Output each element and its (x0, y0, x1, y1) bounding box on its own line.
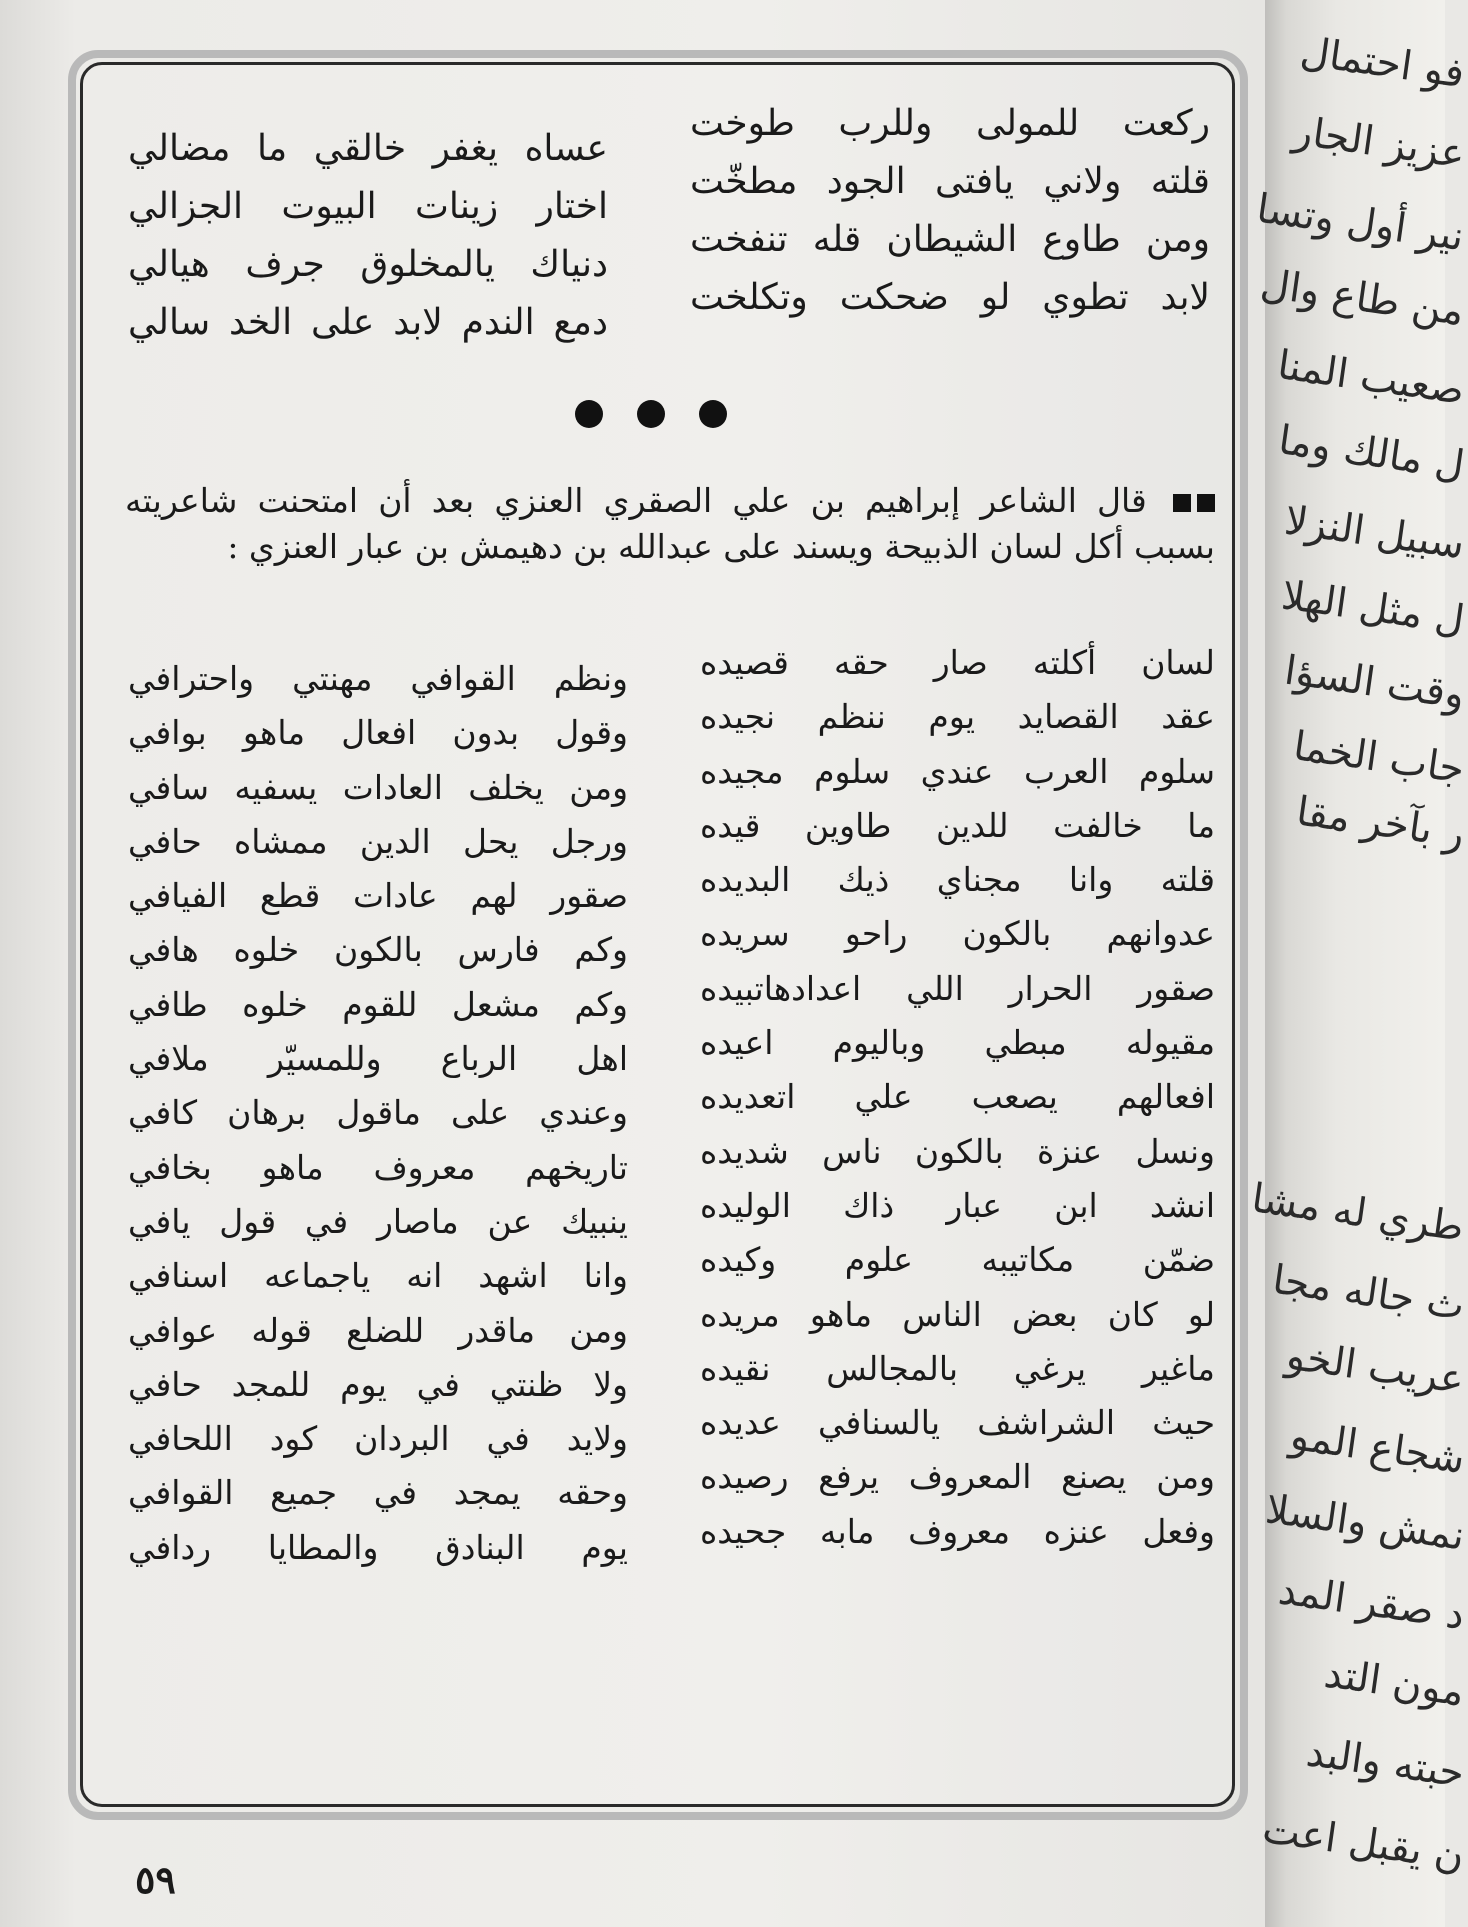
verse-line: صقور الحرار اللي اعدادهاتبيده (700, 968, 1215, 1008)
adjacent-line: نمش والسلا (1262, 1486, 1468, 1560)
intro-text: قال الشاعر إبراهيم بن علي الصقري العنزي بعد أن امتحنت شاعريته (125, 481, 1147, 520)
verse-line: قلته وانا مجناي ذيك البديده (700, 860, 1215, 900)
verse-line: ماغير يرغي بالمجالس نقيده (700, 1348, 1215, 1388)
adjacent-line: صعيب المنا (1274, 342, 1468, 414)
verse-line: وانا اشهد انه ياجماعه اسنافي (128, 1256, 628, 1296)
verse-line: عقد القصايد يوم ننظم نجيده (700, 697, 1215, 737)
verse-line: ومن ماقدر للضلع قوله عوافي (128, 1310, 628, 1350)
adjacent-line: نير أول وتسا (1254, 185, 1468, 261)
separator-dot (699, 400, 727, 428)
paragraph-marker-icon (1173, 494, 1191, 512)
verse-line: ومن يخلف العادات يسفيه سافي (128, 767, 628, 807)
verse-line: لسان أكلته صار حقه قصيده (700, 643, 1215, 682)
top-poem-right-column (690, 95, 1210, 327)
adjacent-line: مون التد (1321, 1650, 1468, 1716)
verse-line: صقور لهم عادات قطع الفيافي (128, 876, 628, 916)
verse-line: ورجل يحل الدين ممشاه حافي (128, 821, 628, 861)
adjacent-line: عريب الخو (1283, 1332, 1468, 1404)
verse-line: وعندي على ماقول برهان كافي (128, 1093, 628, 1133)
verse-line: لابد تطوي لو ضحكت وتكلخت (690, 277, 1210, 318)
intro-line (125, 478, 1215, 524)
adjacent-line: عزيز الجار (1290, 108, 1468, 178)
verse-line: ولا ظنتي في يوم للمجد حافي (128, 1364, 628, 1404)
adjacent-line: ل مالك وما (1275, 417, 1468, 489)
verse-line: سلوم العرب عندي سلوم مجيده (700, 751, 1215, 791)
verse-line: اختار زينات البيوت الجزالي (128, 186, 608, 227)
adjacent-line: جاب الخما (1290, 723, 1468, 793)
verse-line: وحقه يمجد في جميع القوافي (128, 1473, 628, 1513)
verse-line: ما خالفت للدين طاوين قيده (700, 805, 1215, 845)
adjacent-line: طري له مشا (1249, 1175, 1468, 1251)
adjacent-line: شجاع المو (1287, 1413, 1468, 1483)
adjacent-line: ر بآخر مقا (1293, 788, 1468, 858)
section-separator-dots (575, 400, 727, 430)
verse-line: دمع الندم لابد على الخد سالي (128, 302, 608, 343)
adjacent-line: سبيل النزلا (1281, 497, 1468, 569)
adjacent-line: من طاع وال (1258, 260, 1468, 336)
verse-line: ومن يصنع المعروف يرفع رصيده (700, 1457, 1215, 1497)
verse-line: حيث الشراشف يالسنافي عديده (700, 1403, 1215, 1443)
verse-line: ولايد في البردان كود اللحافي (128, 1419, 628, 1459)
adjacent-line: فو احتمال (1297, 28, 1468, 98)
verse-line: اهل الرباع وللمسيّر ملافي (128, 1039, 628, 1079)
verse-line: عدوانهم بالكون راحو سريده (700, 914, 1215, 954)
adjacent-line: وقت السؤا (1281, 647, 1468, 719)
verse-line: انشد ابن عبار ذاك الوليده (700, 1185, 1215, 1225)
top-poem-left-column (128, 120, 608, 352)
adjacent-line: ل مثل الهلا (1278, 572, 1468, 644)
verse-line: ونظم القوافي مهنتي واحترافي (128, 659, 628, 698)
intro-line: بسبب أكل لسان الذبيحة ويسند على عبدالله بن دهيمش بن عبار العنزي : (227, 527, 1215, 566)
main-poem-right-column (700, 636, 1215, 1559)
verse-line: وكم مشعل للقوم خلوه طافي (128, 984, 628, 1024)
adjacent-line: د صقر المد (1275, 1567, 1468, 1639)
separator-dot (575, 400, 603, 428)
main-poem-left-column (128, 652, 628, 1575)
verse-line: دنياك يالمخلوق جرف هيالي (128, 244, 608, 285)
page-number: ٥٩ (135, 1857, 176, 1902)
separator-dot (637, 400, 665, 428)
adjacent-line: ث جاله مجا (1269, 1256, 1468, 1330)
verse-line: يوم البنادق والمطايا ردافي (128, 1527, 628, 1567)
verse-line: تاريخهم معروف ماهو بخافي (128, 1147, 628, 1187)
adjacent-line: حبته والبد (1303, 1729, 1468, 1797)
verse-line: ينبيك عن ماصار في قول يافي (128, 1201, 628, 1241)
verse-line: لو كان بعض الناس ماهو مريده (700, 1294, 1215, 1334)
paragraph-marker-icon (1197, 494, 1215, 512)
verse-line: وكم فارس بالكون خلوه هافي (128, 930, 628, 970)
adjacent-page-edge (1249, 0, 1468, 1927)
verse-line: قلته ولاني يافتى الجود مطخّت (690, 161, 1210, 202)
verse-line: ركعت للمولى وللرب طوخت (690, 103, 1210, 144)
verse-line: مقيوله مبطي وباليوم اعيده (700, 1023, 1215, 1063)
intro-paragraph (125, 478, 1215, 570)
verse-line: ونسل عنزة بالكون ناس شديده (700, 1131, 1215, 1171)
verse-line: افعالهم يصعب علي اتعديده (700, 1077, 1215, 1117)
verse-line: عساه يغفر خالقي ما مضالي (128, 128, 608, 169)
adjacent-line: ن يقبل اعت (1259, 1806, 1468, 1880)
verse-line: وقول بدون افعال ماهو بوافي (128, 713, 628, 753)
verse-line: وفعل عنزه معروف مابه جحيده (700, 1511, 1215, 1551)
verse-line: ومن طاوع الشيطان قله تنفخت (690, 219, 1210, 260)
verse-line: ضمّن مكاتيبه علوم وكيده (700, 1240, 1215, 1280)
